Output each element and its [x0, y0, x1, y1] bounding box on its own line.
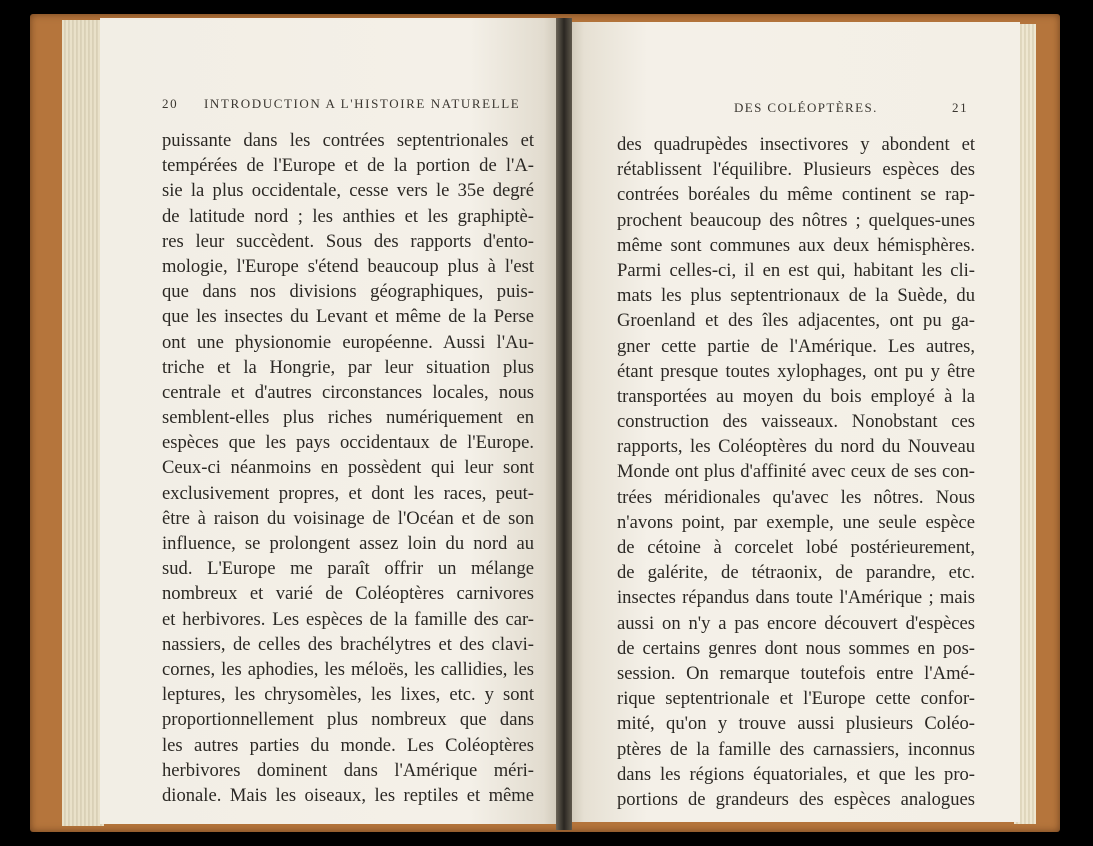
text-line: semblent-elles plus riches numériquement en [162, 407, 534, 429]
text-line: influence, se prolongent assez loin du nord au [162, 533, 534, 554]
text-line: puissante dans les contrées septentrionales et [162, 130, 534, 151]
text-line: herbivores dominent dans l'Amérique méri- [162, 759, 534, 781]
text-line: nombreux et varié de Coléoptères carnivores [162, 583, 534, 605]
text-line: portions de grandeurs des espèces analogues [617, 788, 975, 810]
text-line: et herbivores. Les espèces de la famille des car- [162, 608, 534, 630]
text-line: trées méridionales qu'avec les nôtres. Nous [617, 486, 975, 508]
text-line: mité, qu'on y trouve aussi plusieurs Coléo- [617, 713, 975, 735]
text-line: être à raison du voisinage de l'Océan et de son [162, 507, 534, 529]
text-line: de galérite, de tétraonix, de parandre, etc. [617, 562, 975, 584]
text-line: centrale et d'autres circonstances locales, nous [162, 381, 534, 403]
text-line: prochent beaucoup des nôtres ; quelques-unes [617, 209, 975, 231]
left-page-number: 20 [162, 96, 179, 111]
text-line: sud. L'Europe me paraît offrir un mélange [162, 558, 534, 580]
text-line: les autres parties du monde. Les Coléoptères [162, 734, 534, 756]
text-line: gner cette partie de l'Amérique. Les autres, [617, 335, 975, 357]
text-line: que dans nos divisions géographiques, puis- [162, 281, 534, 303]
text-line: étant presque toutes xylophages, ont pu y être [617, 360, 975, 382]
text-line: transportées au moyen du bois employé à la [617, 385, 975, 407]
text-line: rapports, les Coléoptères du nord du Nouveau [617, 436, 975, 458]
text-line: exclusivement propres, et dont les races, peut- [162, 482, 534, 504]
text-line: de cétoine à corcelet lobé postérieurement, [617, 537, 975, 558]
text-line: proportionnellement plus nombreux que dans [162, 709, 534, 731]
text-line: aussi on n'y a pas encore découvert d'espèces [617, 612, 975, 634]
text-line: n'avons point, par exemple, une seule espèce [617, 511, 975, 533]
text-line: sie la plus occidentale, cesse vers le 35e degré [162, 180, 534, 202]
text-line: triche et la Hongrie, par leur situation plus [162, 356, 534, 378]
text-line: res leur succèdent. Sous des rapports d'ento- [162, 230, 534, 252]
text-line: insectes répandus dans toute l'Amérique ; mais [617, 587, 975, 609]
text-line: espèces que les pays occidentaux de l'Europe. [162, 432, 534, 454]
text-line: construction des vaisseaux. Nonobstant ces [617, 411, 975, 433]
left-page-body [162, 128, 534, 808]
book-gutter [556, 18, 572, 830]
text-line: dans les régions équatoriales, et que les pro- [617, 763, 975, 785]
text-line: Ceux-ci néanmoins en possèdent qui leur sont [162, 457, 534, 479]
right-running-head: DES COLÉOPTÈRES. [734, 100, 878, 115]
left-page [100, 18, 562, 824]
text-line: rétablissent l'équilibre. Plusieurs espèces des [617, 159, 975, 181]
text-line: tempérées de l'Europe et de la portion de l'A- [162, 155, 534, 177]
text-line: session. On remarque toutefois entre l'Amé- [617, 662, 975, 684]
text-line: de certains genres dont nous sommes en pos- [617, 637, 975, 659]
right-page-number: 21 [952, 100, 969, 115]
text-line: Monde ont plus d'affinité avec ceux de ses con- [617, 461, 975, 483]
text-line: que les insectes du Levant et même de la Perse [162, 306, 534, 328]
text-line: Parmi celles-ci, il en est qui, habitant les cli- [617, 259, 975, 281]
text-line: rique septentrionale et l'Europe cette confor- [617, 688, 975, 710]
text-line: dionale. Mais les oiseaux, les reptiles et même [162, 784, 534, 806]
text-line: ptères de la famille des carnassiers, inconnus [617, 738, 975, 760]
text-line: nassiers, de celles des brachélytres et des clavi- [162, 633, 534, 655]
right-page [566, 22, 1020, 822]
text-line: cornes, les aphodies, les méloës, les callidies, les [162, 658, 534, 680]
page-edges-left [62, 20, 104, 826]
text-line: même sont communes aux deux hémisphères. [617, 234, 975, 256]
text-line: contrées boréales du même continent se rap- [617, 184, 975, 206]
text-line: leptures, les chrysomèles, les lixes, etc. y sont [162, 684, 534, 706]
right-page-body [617, 132, 975, 812]
text-line: mats les plus septentrionaux de la Suède, du [617, 285, 975, 307]
left-running-head: INTRODUCTION A L'HISTOIRE NATURELLE [204, 96, 521, 111]
text-line: de latitude nord ; les anthies et les graphiptè- [162, 205, 534, 227]
text-line: des quadrupèdes insectivores y abondent et [617, 134, 975, 155]
text-line: mologie, l'Europe s'étend beaucoup plus à l'est [162, 255, 534, 277]
text-line: ont une physionomie européenne. Aussi l'Au- [162, 331, 534, 353]
text-line: Groenland et des îles adjacentes, ont pu ga- [617, 310, 975, 332]
